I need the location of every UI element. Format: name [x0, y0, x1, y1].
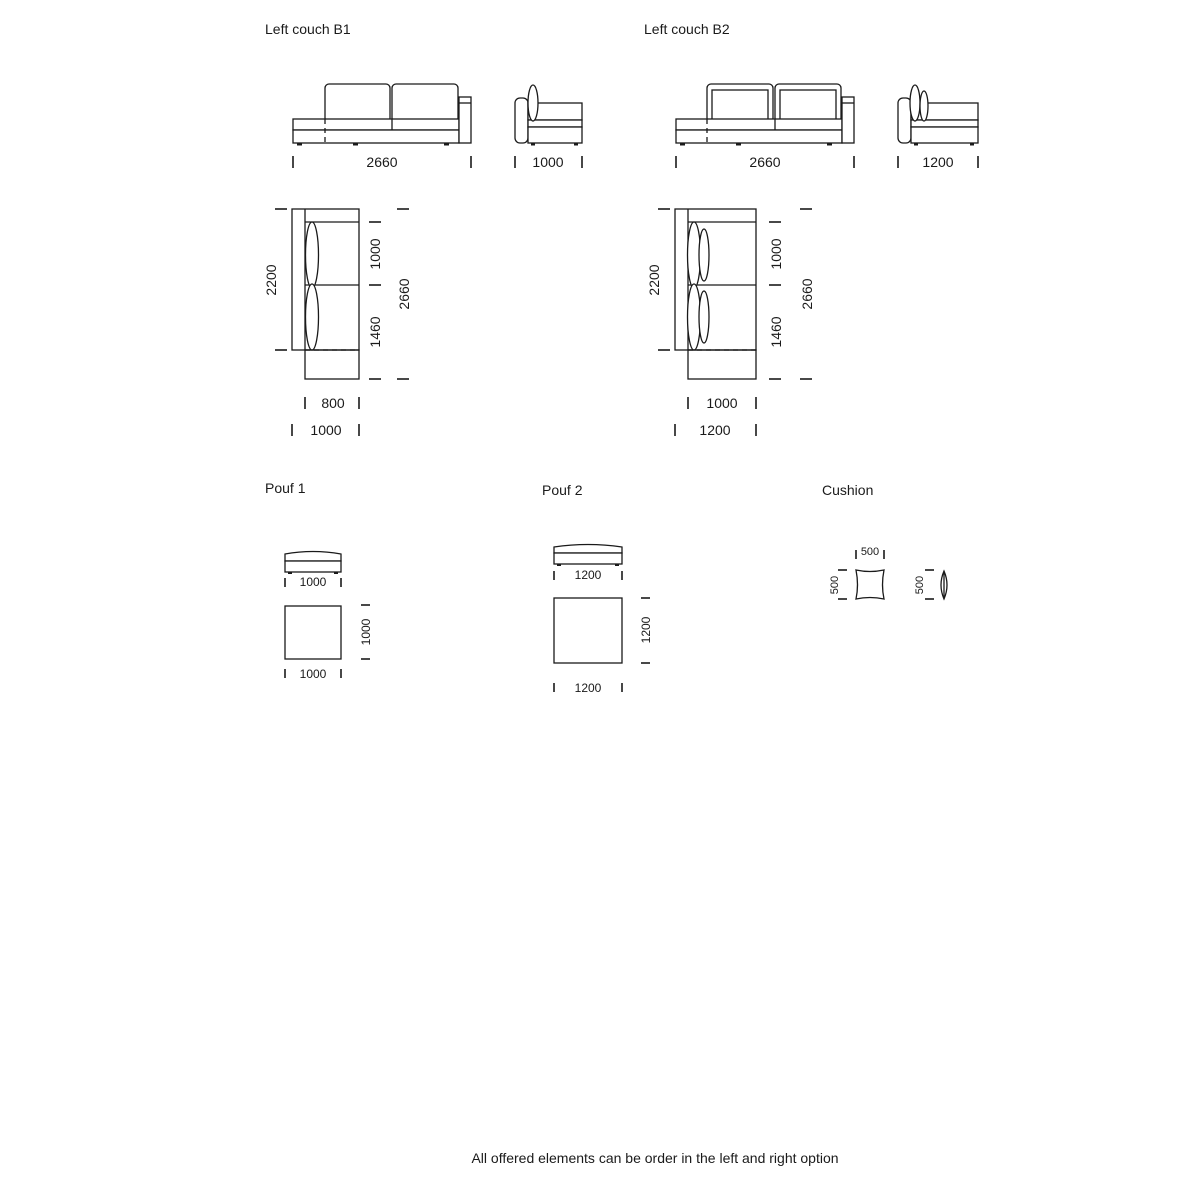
pouf1-plan — [285, 606, 341, 659]
pouf2-top-cushion — [554, 545, 622, 554]
b1-plan-extension — [305, 350, 359, 379]
b2-plan-seg1-label: 1000 — [768, 238, 784, 270]
b1-seat-front — [293, 119, 459, 130]
b2-plan-length-dimension — [799, 209, 815, 379]
footer-note: All offered elements can be order in the left and right option — [471, 1150, 839, 1166]
b2-base-side — [911, 127, 978, 143]
b1-plan-seat-width-label: 800 — [321, 395, 345, 411]
b1-armrest-side — [515, 98, 528, 143]
section-cushion — [822, 482, 947, 599]
b1-plan-cushion-2 — [306, 284, 319, 350]
b2-plan-segment-dimension — [768, 222, 784, 379]
b2-plan-cushion-3 — [699, 229, 709, 281]
pouf2-side-elevation — [554, 545, 622, 567]
b2-plan-seg2-label: 1460 — [768, 316, 784, 348]
b1-front-width-label: 2660 — [366, 154, 398, 170]
b1-plan-seat-width-dimension — [305, 395, 359, 411]
b1-front-width-dimension — [293, 154, 471, 170]
pouf1-top-cushion — [285, 552, 341, 562]
pouf1-side-width-label: 1000 — [299, 575, 327, 589]
b1-plan-segment-dimension — [367, 222, 383, 379]
cushion-side-height-label: 500 — [914, 575, 926, 595]
b1-back-cushion-1 — [325, 84, 390, 122]
b1-plan-depth-dimension — [263, 209, 287, 350]
b2-front-width-dimension — [676, 154, 854, 170]
b2-plan-total-width-label: 1200 — [699, 422, 731, 438]
b2-plan-length-label: 2660 — [799, 278, 815, 310]
pouf2-plan — [554, 598, 622, 663]
pouf2-plan-depth-dimension — [639, 598, 653, 663]
b2-armrest-side — [898, 98, 911, 143]
section-left-couch-b1 — [263, 21, 582, 438]
b2-plan-outline — [675, 209, 756, 350]
b1-base-side — [528, 127, 582, 143]
b2-plan-view — [675, 209, 756, 379]
b2-seat-side — [911, 120, 978, 127]
b1-plan-outline — [292, 209, 359, 350]
cushion-side-height-dimension — [914, 570, 934, 599]
b1-title: Left couch B1 — [265, 21, 351, 37]
pouf1-base — [285, 561, 341, 572]
b2-plan-cushion-4 — [699, 291, 709, 343]
b2-plan-depth-dimension — [646, 209, 670, 350]
b1-plan-total-width-dimension — [292, 422, 359, 438]
pouf2-base — [554, 553, 622, 564]
b2-plan-seat-width-dimension — [688, 395, 756, 411]
b2-cushion-side-2 — [920, 91, 928, 121]
b1-side-elevation — [515, 85, 582, 146]
pouf2-plan-width-dimension — [554, 681, 622, 695]
b1-back-cushion-2 — [392, 84, 458, 122]
b2-seat-front — [676, 119, 842, 130]
section-pouf-1 — [265, 480, 373, 681]
b2-front-width-label: 2660 — [749, 154, 781, 170]
b1-cushion-side — [528, 85, 538, 121]
cushion-front-view — [856, 570, 884, 599]
pouf1-side-width-dimension — [285, 575, 341, 589]
pouf2-plan-depth-label: 1200 — [639, 616, 653, 644]
pouf2-plan-width-label: 1200 — [574, 681, 602, 695]
section-pouf-2 — [542, 482, 653, 695]
b1-plan-depth-label: 2200 — [263, 264, 279, 296]
b2-base-front — [676, 130, 842, 143]
b1-plan-total-width-label: 1000 — [310, 422, 342, 438]
b2-title: Left couch B2 — [644, 21, 730, 37]
b1-front-elevation — [293, 84, 471, 146]
pouf1-side-elevation — [285, 552, 341, 575]
b1-side-depth-dimension — [515, 154, 582, 170]
b1-plan-seg1-label: 1000 — [367, 238, 383, 270]
b1-plan-length-label: 2660 — [396, 278, 412, 310]
b1-plan-length-dimension — [396, 209, 412, 379]
pouf1-plan-width-dimension — [285, 667, 341, 681]
b2-plan-depth-label: 2200 — [646, 264, 662, 296]
b1-plan-cushion-1 — [306, 222, 319, 288]
b2-side-elevation — [898, 85, 978, 146]
b2-side-depth-dimension — [898, 154, 978, 170]
b2-plan-extension — [688, 350, 756, 379]
b1-side-depth-label: 1000 — [532, 154, 564, 170]
pouf1-plan-depth-label: 1000 — [359, 618, 373, 646]
pouf2-side-width-label: 1200 — [574, 568, 602, 582]
cushion-front-height-label: 500 — [829, 575, 841, 595]
pouf1-plan-depth-dimension — [359, 605, 373, 659]
cushion-width-label: 500 — [860, 546, 880, 558]
b1-plan-seg2-label: 1460 — [367, 316, 383, 348]
b1-plan-view — [292, 209, 359, 379]
b2-side-depth-label: 1200 — [922, 154, 954, 170]
pouf1-plan-width-label: 1000 — [299, 667, 327, 681]
cushion-title: Cushion — [822, 482, 874, 498]
b2-front-elevation — [676, 84, 854, 146]
b1-seat-side — [528, 120, 582, 127]
pouf1-title: Pouf 1 — [265, 480, 306, 496]
pouf2-title: Pouf 2 — [542, 482, 583, 498]
cushion-width-dimension — [856, 546, 884, 559]
section-left-couch-b2 — [644, 21, 978, 438]
b2-plan-total-width-dimension — [675, 422, 756, 438]
b1-base-front — [293, 130, 459, 143]
cushion-front-height-dimension — [829, 570, 847, 599]
b2-armrest-front — [842, 97, 854, 143]
b2-cushion-side-1 — [910, 85, 920, 121]
b2-plan-seat-width-label: 1000 — [706, 395, 738, 411]
b1-armrest-front — [459, 97, 471, 143]
pouf2-side-width-dimension — [554, 568, 622, 582]
